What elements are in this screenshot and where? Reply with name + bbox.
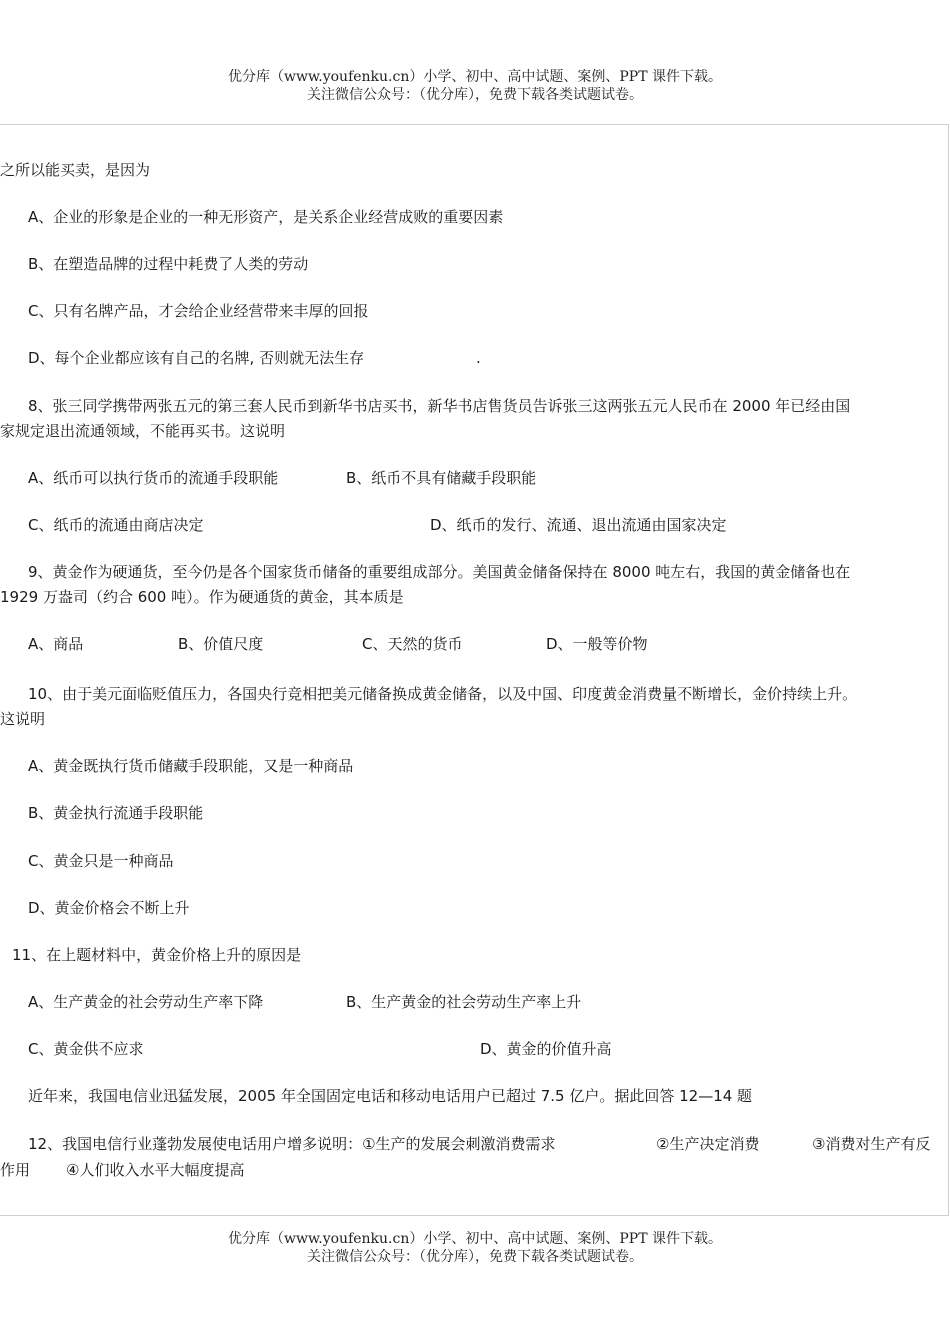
q12-stem-line-1c: ③消费对生产有反: [812, 1135, 931, 1153]
q8-option-d: D、纸币的发行、流通、退出流通由国家决定: [430, 516, 727, 534]
q7-option-a: A、企业的形象是企业的一种无形资产，是关系企业经营成败的重要因素: [28, 208, 504, 226]
header-line-1: 优分库（www.youfenku.cn）小学、初中、高中试题、案例、PPT 课件下载。: [227, 69, 722, 85]
q10-stem-line-2: 这说明: [0, 710, 46, 728]
q8-stem-line-2: 家规定退出流通领域，不能再买书。这说明: [0, 422, 286, 440]
footer-line-2: 关注微信公众号：（优分库），免费下载各类试题试卷。: [307, 1249, 643, 1265]
q9-stem-line-2: 1929 万盎司（约合 600 吨）。作为硬通货的黄金，其本质是: [0, 588, 404, 606]
q8-stem-line-1: 8、张三同学携带两张五元的第三套人民币到新华书店买书，新华书店售货员告诉张三这两张五元人民币在 2000 年已经由国: [28, 397, 851, 415]
q9-stem-line-1: 9、黄金作为硬通货，至今仍是各个国家货币储备的重要组成部分。美国黄金储备保持在 8000 吨左右，我国的黄金储备也在: [28, 563, 851, 581]
q7-stem-tail: 之所以能买卖，是因为: [0, 161, 151, 179]
q12-stem-line-2a: 作用: [0, 1161, 31, 1179]
footer-line-1: 优分库（www.youfenku.cn）小学、初中、高中试题、案例、PPT 课件下载。: [227, 1231, 722, 1247]
q12-stem-line-2b: ④人们收入水平大幅度提高: [66, 1161, 245, 1179]
q12-stem-line-1a: 12、我国电信行业蓬勃发展使电话用户增多说明：①生产的发展会刺激消费需求: [28, 1135, 556, 1153]
q10-option-c: C、黄金只是一种商品: [28, 852, 174, 870]
q9-option-b: B、价值尺度: [178, 635, 264, 653]
material-paragraph: 近年来，我国电信业迅猛发展，2005 年全国固定电话和移动电话用户已超过 7.5 亿户。据此回答 12—14 题: [28, 1087, 753, 1105]
q11-option-c: C、黄金供不应求: [28, 1040, 144, 1058]
q9-option-c: C、天然的货币: [362, 635, 463, 653]
q8-option-c: C、纸币的流通由商店决定: [28, 516, 204, 534]
q9-option-d: D、一般等价物: [546, 635, 648, 653]
q10-option-a: A、黄金既执行货币储藏手段职能，又是一种商品: [28, 757, 354, 775]
page-footer: [0, 1230, 950, 1266]
page-header: [0, 68, 950, 104]
q11-option-b: B、生产黄金的社会劳动生产率上升: [346, 993, 582, 1011]
q11-stem: 11、在上题材料中，黄金价格上升的原因是: [12, 946, 302, 964]
header-line-2: 关注微信公众号：（优分库），免费下载各类试题试卷。: [307, 87, 643, 103]
q10-option-b: B、黄金执行流通手段职能: [28, 804, 204, 822]
q7-option-d-dot: .: [476, 349, 481, 367]
q9-option-a: A、商品: [28, 635, 84, 653]
q11-option-d: D、黄金的价值升高: [480, 1040, 612, 1058]
q10-option-d: D、黄金价格会不断上升: [28, 899, 190, 917]
q7-option-c: C、只有名牌产品，才会给企业经营带来丰厚的回报: [28, 302, 369, 320]
q12-stem-line-1b: ②生产决定消费: [656, 1135, 760, 1153]
q7-option-b: B、在塑造品牌的过程中耗费了人类的劳动: [28, 255, 309, 273]
q8-option-b: B、纸币不具有储藏手段职能: [346, 469, 537, 487]
q7-option-d: D、每个企业都应该有自己的名牌, 否则就无法生存: [28, 349, 365, 367]
q10-stem-line-1: 10、由于美元面临贬值压力，各国央行竞相把美元储备换成黄金储备，以及中国、印度黄金消费量不断增长，金价持续上升。: [28, 685, 858, 703]
q8-option-a: A、纸币可以执行货币的流通手段职能: [28, 469, 279, 487]
q11-option-a: A、生产黄金的社会劳动生产率下降: [28, 993, 264, 1011]
